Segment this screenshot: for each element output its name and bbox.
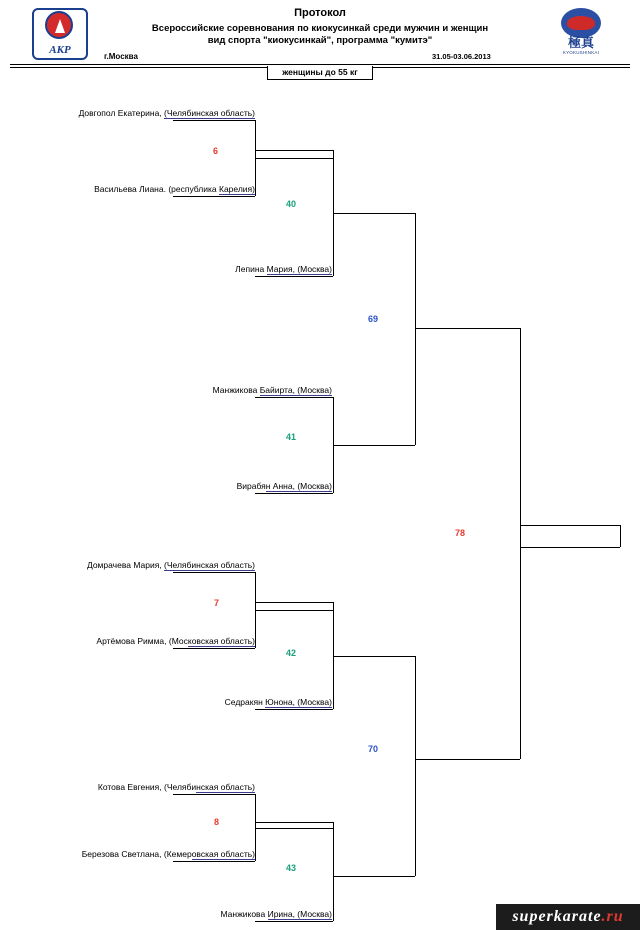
competitor-name: Березова Светлана, (Кемеровская область) [81,849,255,859]
bracket-line [255,158,333,159]
bout-number: 8 [214,817,220,827]
bracket-line [333,213,415,214]
bracket-line [415,656,416,876]
watermark-text: superkarate [512,908,602,925]
bracket-line [255,709,333,710]
competitor-name: Домрачева Мария, (Челябинская область) [86,560,255,570]
bracket-line [255,397,333,398]
page-title: Протокол [294,7,346,19]
competitor-name: Манжикова Ирина, (Москва) [220,909,332,919]
bracket-line [255,822,333,823]
bracket-line [520,525,620,526]
bracket-line [333,876,415,877]
bracket-line [255,828,333,829]
bracket-line [333,656,415,657]
bout-number: 70 [368,744,379,754]
bracket-line [173,648,255,649]
competitor-name: Седракян Юнона, (Москва) [224,697,332,707]
bracket-line [415,213,416,445]
competitor-name: Довгопол Екатерина, (Челябинская область) [78,108,255,118]
bracket-line [520,547,620,548]
bout-number: 40 [286,199,297,209]
bracket-line [520,328,521,759]
bracket-line [415,759,520,760]
bout-number: 42 [286,648,297,658]
bracket-line [415,328,520,329]
bout-number: 7 [214,598,220,608]
bracket-line [255,276,333,277]
bracket-line [333,445,415,446]
competitor-name: Манжикова Байирта, (Москва) [212,385,332,395]
bracket-line [173,861,255,862]
competitor-name: Васильева Лиана. (республика Карелия) [94,184,255,194]
competitor-name: Лепина Мария, (Москва) [235,264,332,274]
event-city: г.Москва [104,52,138,61]
watermark-suffix: .ru [601,908,624,925]
kyokushin-kanji-label: 極真 [567,35,594,50]
watermark [496,904,640,930]
kyokushin-caption: KYOKUSHINKAI [562,50,600,55]
event-dates: 31.05-03.06.2013 [432,52,491,61]
bout-number: 69 [368,314,379,324]
bracket-line [173,120,255,121]
bout-number: 78 [455,528,466,538]
bracket-line [255,150,333,151]
bracket-line [620,525,621,547]
bracket-line [255,610,333,611]
event-subtitle: Всероссийские соревнования по киокусинкай среди мужчин и женщин [151,23,489,34]
akr-logo-label: АКР [49,44,71,56]
bracket-line [173,794,255,795]
competitor-name: Котова Евгения, (Челябинская область) [97,782,255,792]
competitor-name: Вирабян Анна, (Москва) [236,481,332,491]
bracket-line [173,196,255,197]
bout-number: 43 [286,863,297,873]
bracket-line [333,822,334,921]
bracket-line [255,602,333,603]
discipline-subtitle: вид спорта "киокусинкай", программа "кумитэ" [207,35,433,46]
competitor-name: Артёмова Римма, (Московская область) [96,636,255,646]
bout-number: 41 [286,432,297,442]
bracket-line [255,921,333,922]
bout-number: 6 [213,146,219,156]
bracket-line [255,493,333,494]
bracket-line [173,572,255,573]
weight-category-label: женщины до 55 кг [267,66,373,80]
